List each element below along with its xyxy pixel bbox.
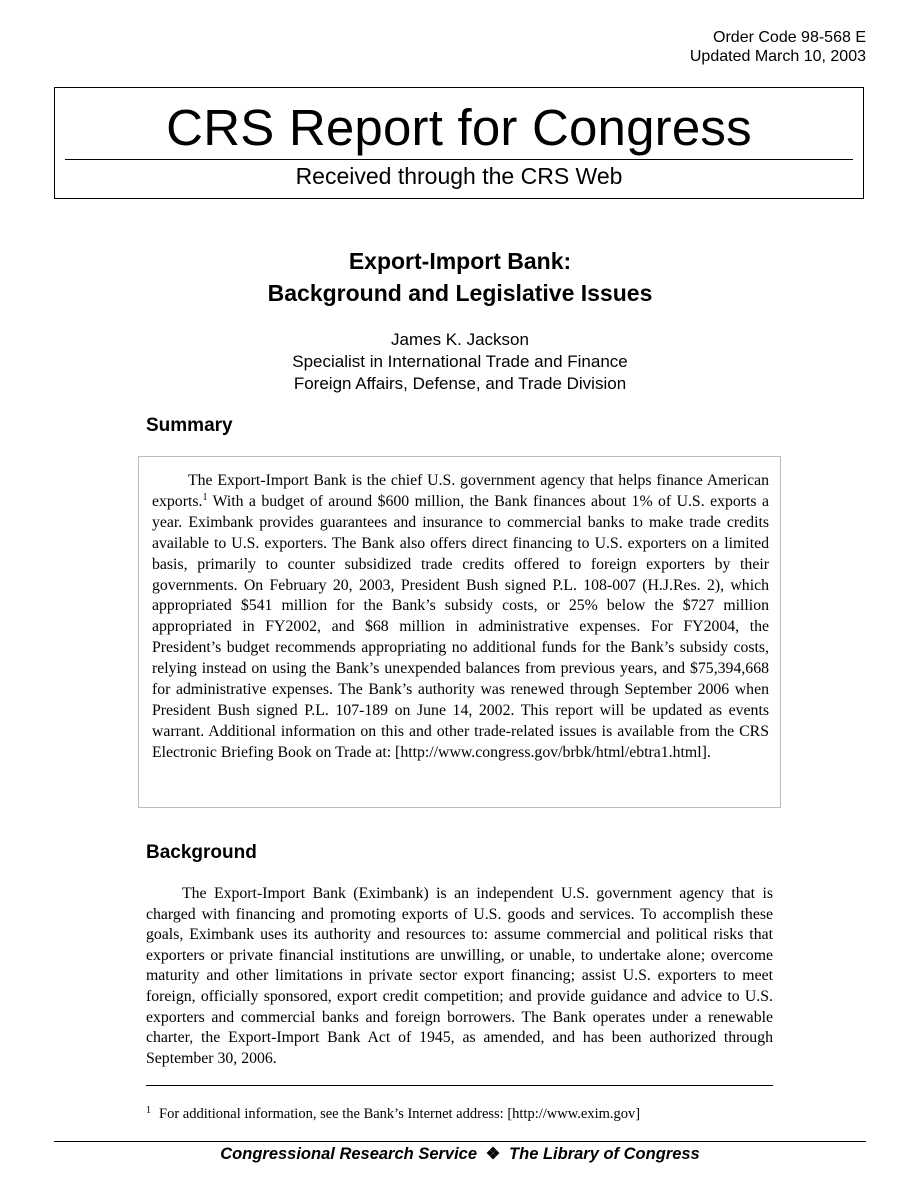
masthead-title: CRS Report for Congress [166, 99, 752, 156]
summary-text-start: The Export-Import Bank is the chief U.S. government agency that helps finance American exports. [152, 472, 769, 510]
background-text: The Export-Import Bank (Eximbank) is an independent U.S. government agency that is charged with financing and promoting exports of U.S. goods and services. To accomplish these goals, Eximbank uses its authority and resources to: assume commercial and political risks that exporters or private financial institutions are unwilling, or unable, to undertake alone; overcome maturity and other limitations in private sector export financing; assist U.S. exporters to meet foreign, officially sponsored, export credit competition; and provide guidance and advice to U.S. exporters and commercial banks and foreign borrowers. The Bank operates under a renewable charter, the Export-Import Bank Act of 1945, as amended, and has been authorized through September 30, 2006. [146, 885, 773, 1067]
summary-box [138, 456, 781, 808]
document-title-line-1: Export-Import Bank: [348, 248, 572, 274]
updated-date: Updated March 10, 2003 [689, 48, 866, 65]
footnote-rule [146, 1085, 773, 1086]
masthead-rule [65, 159, 853, 160]
summary-heading: Summary [146, 415, 233, 436]
order-code: Order Code 98-568 E [713, 29, 866, 46]
masthead [54, 87, 864, 199]
footnote-text: For additional information, see the Bank’s Internet address: [http://www.exim.gov] [159, 1106, 641, 1122]
summary-text-rest: With a budget of around $600 million, the Bank finances about 1% of U.S. exports a year. Eximbank provides guarantees and insurance to commercial banks to make trade credits available to U.S. exporters. The Bank also offers direct financing to U.S. exporters on a limited basis, primarily to counter subsidized trade credits offered to foreign exporters by their governments. On February 20, 2003, President Bush signed P.L. 108-007 (H.J.Res. 2), which appropriated $541 million for the Bank’s subsidy costs, or 25% below the $727 million appropriated in FY2002, and $68 million in administrative expenses. For FY2004, the President’s budget recommends appropriating no additional funds for the Bank’s subsidy costs, relying instead on using the Bank’s unexpended balances from previous years, and $75,394,668 for administrative expenses. The Bank’s authority was renewed through September 2006 when President Bush signed P.L. 107-189 on June 14, 2002. This report will be updated as events warrant. Additional information on this and other trade-related issues is available from the CRS Electronic Briefing Book on Trade at: [http://www.congress.gov/brbk/html/ebtra1.html]. [152, 492, 769, 761]
background-heading: Background [146, 842, 257, 863]
order-code-block [690, 28, 866, 66]
footnote-reference[interactable]: 1 [202, 491, 208, 503]
footer-crs: Congressional Research Service [220, 1145, 478, 1163]
footnote-number: 1 [146, 1105, 151, 1116]
author-block [0, 329, 920, 395]
document-title [0, 245, 920, 309]
author-title: Specialist in International Trade and Finance [292, 352, 628, 371]
footnote [146, 1105, 640, 1123]
page-footer [0, 1143, 920, 1165]
footer-rule [54, 1141, 866, 1142]
document-title-line-2: Background and Legislative Issues [267, 280, 653, 306]
author-name: James K. Jackson [391, 330, 529, 349]
summary-text [152, 471, 769, 764]
author-division: Foreign Affairs, Defense, and Trade Division [293, 374, 627, 393]
footer-library: The Library of Congress [509, 1145, 700, 1163]
diamond-separator-icon: ❖ [485, 1145, 501, 1163]
masthead-subtitle: Received through the CRS Web [295, 163, 623, 189]
